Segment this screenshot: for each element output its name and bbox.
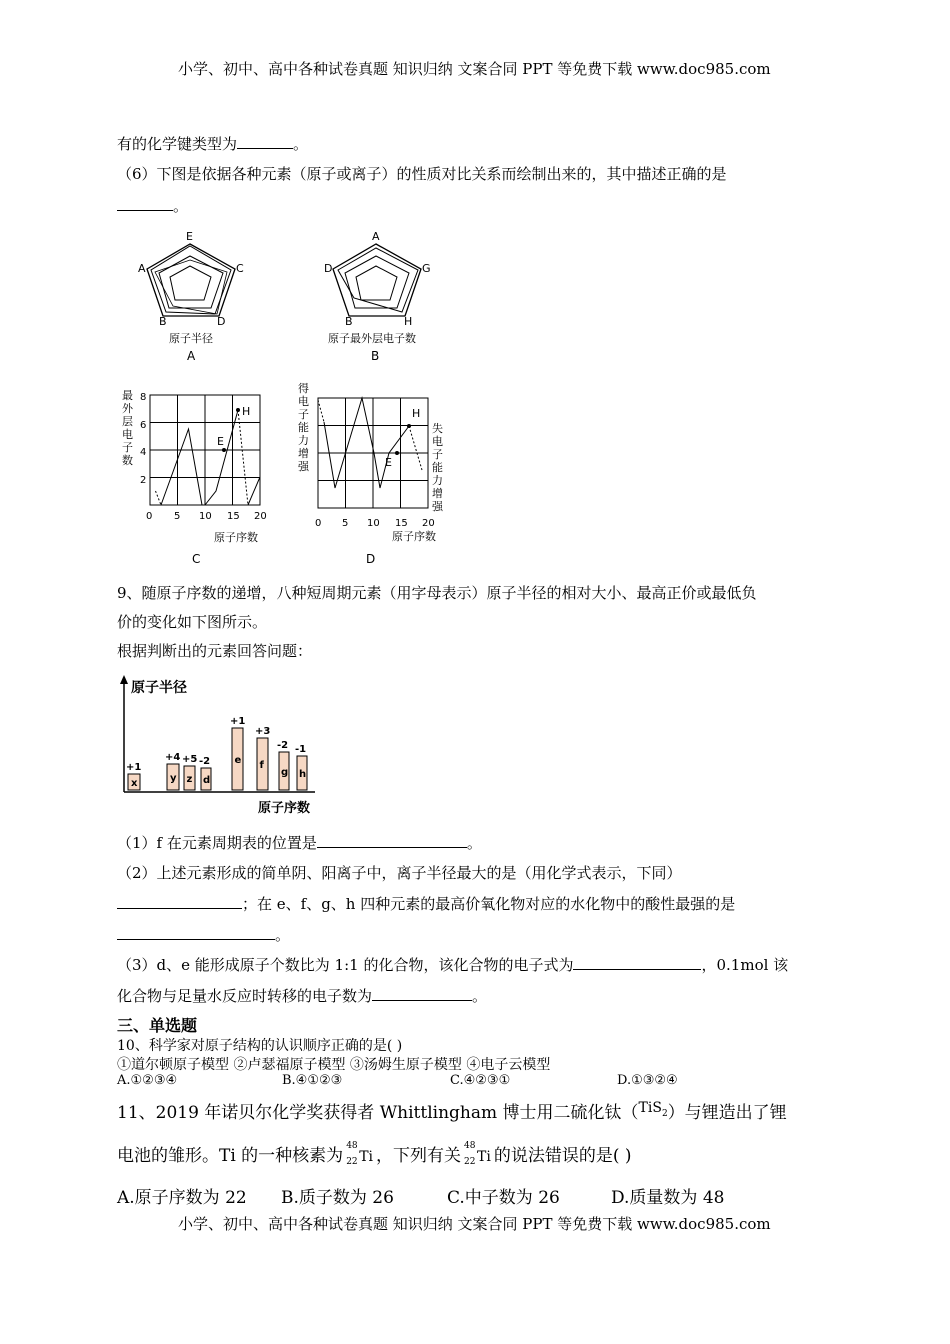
answer-blank[interactable] <box>117 196 173 211</box>
x-tick: 10 <box>367 518 380 529</box>
q9-sub2c <box>117 924 290 945</box>
x-axis-label: 原子序数 <box>214 531 258 544</box>
x-tick: 5 <box>342 518 349 529</box>
bar-valence-label: -1 <box>295 744 307 755</box>
isotope-symbol <box>464 1141 491 1167</box>
q11-option-b[interactable]: B.质子数为 26 <box>281 1188 394 1208</box>
point-label: H <box>412 407 421 420</box>
x-tick: 0 <box>315 518 322 529</box>
q11-line2a: 电池的雏形。Ti 的一种核素为 <box>117 1146 344 1166</box>
point-h <box>236 408 240 412</box>
answer-blank[interactable] <box>237 134 293 149</box>
q9-sub2c-end: 。 <box>275 926 291 944</box>
x-tick: 5 <box>174 511 181 522</box>
q9-sub2b-text: ；在 e、f、g、h 四种元素的最高价氧化物对应的水化物中的酸性最强的是 <box>242 895 736 913</box>
q9-sub2b <box>117 893 735 914</box>
bar-element-label: f <box>259 760 264 771</box>
y-axis-arrow <box>120 675 128 684</box>
q11-option-a[interactable]: A.原子序数为 22 <box>117 1188 247 1208</box>
chart-letter: B <box>371 349 380 363</box>
q9-line1: 9、随原子序数的递增，八种短周期元素（用字母表示）原子半径的相对大小、最高正价或最低负 <box>117 584 757 602</box>
point-label: E <box>385 456 392 469</box>
series-polygon <box>338 248 418 312</box>
line-chart-c <box>118 383 278 568</box>
answer-blank[interactable] <box>317 833 467 848</box>
series-dash <box>409 426 422 470</box>
page-header: 小学、初中、高中各种试卷真题 知识归纳 文案合同 PPT 等免费下载 www.doc985.com <box>178 60 771 78</box>
y-axis-label-left: 得电子能力增强 <box>298 382 309 473</box>
chart-letter: C <box>192 552 201 566</box>
x-axis-label: 原子序数 <box>258 801 311 816</box>
x-tick: 20 <box>422 518 435 529</box>
q9-sub3b-text: 化合物与足量水反应时转移的电子数为 <box>117 987 373 1005</box>
x-tick: 0 <box>146 511 153 522</box>
q9-line2: 价的变化如下图所示。 <box>117 613 268 631</box>
q10-option-d[interactable]: D.①③②④ <box>617 1073 678 1088</box>
page-footer: 小学、初中、高中各种试卷真题 知识归纳 文案合同 PPT 等免费下载 www.doc985.com <box>178 1215 771 1233</box>
pentagon-inner <box>356 266 397 300</box>
series-polygon-2 <box>155 260 227 314</box>
point-e <box>395 451 399 455</box>
point-label: E <box>217 435 224 448</box>
y-axis-label-right: 失电子能力增强 <box>432 422 443 513</box>
bar-element-label: d <box>203 775 211 786</box>
series-dash <box>238 410 248 505</box>
x-tick: 20 <box>254 511 267 522</box>
q11-option-d[interactable]: D.质量数为 48 <box>611 1188 725 1208</box>
vertex-label: C <box>236 262 244 275</box>
bar-element-label: h <box>299 769 307 780</box>
y-tick: 8 <box>140 392 147 403</box>
series-dash <box>156 491 162 505</box>
bar-valence-label: +3 <box>255 726 271 737</box>
q9-sub3a-text: （3）d、e 能形成原子个数比为 1:1 的化合物，该化合物的电子式为 <box>117 956 574 974</box>
vertex-label: E <box>186 230 193 243</box>
radius-bar-chart <box>115 672 335 820</box>
bar-group <box>126 716 307 790</box>
radar-chart-a <box>135 226 250 366</box>
q9-sub3b <box>117 985 487 1006</box>
y-axis-label: 最外层电子数 <box>122 389 133 467</box>
vertex-label: B <box>159 315 167 328</box>
q8-part6-answer <box>117 195 188 216</box>
pentagon-outer <box>147 244 235 316</box>
q11-line2 <box>117 1141 632 1166</box>
point-h <box>407 424 411 428</box>
q11-option-c[interactable]: C.中子数为 26 <box>447 1188 560 1208</box>
vertex-label: B <box>345 315 353 328</box>
x-axis-label: 原子序数 <box>392 530 436 543</box>
bar-element-label: x <box>131 778 138 789</box>
chart-letter: D <box>366 552 376 566</box>
isotope-mass: 48 <box>346 1141 358 1151</box>
vertex-label: D <box>324 262 333 275</box>
vertex-label: H <box>404 315 413 328</box>
q10-option-a[interactable]: A.①②③④ <box>117 1073 178 1088</box>
bar-valence-label: +5 <box>182 754 198 765</box>
bar-element-label: g <box>281 767 289 778</box>
vertex-label: G <box>422 262 431 275</box>
y-tick: 2 <box>140 475 147 486</box>
q8-bond-end: 。 <box>293 135 309 153</box>
series-line <box>161 429 202 505</box>
formula-subscript: 2 <box>661 1108 668 1119</box>
line-chart-d <box>294 380 464 570</box>
vertex-label: D <box>217 315 226 328</box>
q11-line1 <box>117 1098 787 1125</box>
bar-valence-label: -2 <box>277 740 289 751</box>
bar-valence-label: +4 <box>165 752 181 763</box>
x-tick: 15 <box>227 511 240 522</box>
chart-caption: 原子最外层电子数 <box>328 332 416 345</box>
q10-option-c[interactable]: C.④②③① <box>450 1073 511 1088</box>
isotope-symbol <box>346 1141 374 1167</box>
q9-sub3a-end: ，0.1mol 该 <box>701 956 789 974</box>
series-line <box>205 410 238 505</box>
chart-letter: A <box>187 349 196 363</box>
vertex-label: A <box>138 262 146 275</box>
formula-text: TiS <box>638 1100 662 1116</box>
answer-blank[interactable] <box>117 925 275 940</box>
bar-element-label: e <box>234 755 242 766</box>
q11-line2b: ，下列有关 <box>376 1146 462 1166</box>
chart-caption: 原子半径 <box>169 332 213 345</box>
section-title: 三、单选题 <box>117 1016 198 1035</box>
q8-bond-text: 有的化学键类型为 <box>117 135 238 153</box>
series-line <box>324 398 409 488</box>
isotope-number: 22 <box>464 1157 476 1167</box>
bar-valence-label: +1 <box>230 716 246 727</box>
formula-tis2 <box>638 1100 668 1119</box>
q10-models: ①道尔顿原子模型 ②卢瑟福原子模型 ③汤姆生原子模型 ④电子云模型 <box>117 1057 551 1073</box>
q9-sub2a: （2）上述元素形成的简单阴、阳离子中，离子半径最大的是（用化学式表示，下同） <box>117 864 682 882</box>
bar-element-label: z <box>186 774 193 785</box>
isotope-element: Ti <box>359 1149 374 1165</box>
q9-sub3b-end: 。 <box>472 987 488 1005</box>
isotope-element: Ti <box>477 1149 491 1165</box>
isotope-mass: 48 <box>464 1141 476 1151</box>
bar-valence-label: -2 <box>199 756 211 767</box>
x-tick: 10 <box>199 511 212 522</box>
q9-sub1-text: （1）f 在元素周期表的位置是 <box>117 834 317 852</box>
y-tick: 4 <box>140 447 147 458</box>
q9-sub1-end: 。 <box>466 834 482 852</box>
isotope-number: 22 <box>346 1157 358 1167</box>
q11-line1b: ）与锂造出了锂 <box>667 1103 787 1123</box>
q8-part6-text: （6）下图是依据各种元素（原子或离子）的性质对比关系而绘制出来的，其中描述正确的是 <box>117 165 727 183</box>
point-e <box>222 448 226 452</box>
q11-line2c: 的说法错误的是( ) <box>493 1146 632 1166</box>
y-axis-label: 原子半径 <box>131 680 187 696</box>
pentagon-inner <box>170 266 211 300</box>
q9-line3: 根据判断出的元素回答问题： <box>117 642 313 660</box>
radar-chart-b <box>320 226 440 366</box>
answer-blank[interactable] <box>372 986 472 1001</box>
q10-stem: 10、科学家对原子结构的认识顺序正确的是( ) <box>117 1038 403 1054</box>
answer-blank[interactable] <box>117 894 242 909</box>
q11-line1a: 11、2019 年诺贝尔化学奖获得者 Whittlingham 博士用二硫化钛（ <box>117 1103 639 1123</box>
q9-sub3a <box>117 954 788 975</box>
q8-bond-line <box>117 133 308 154</box>
series-dash <box>318 400 324 422</box>
q9-sub1 <box>117 832 482 853</box>
y-tick: 6 <box>140 420 147 431</box>
point-label: H <box>242 405 251 418</box>
vertex-label: A <box>372 230 380 243</box>
q10-option-b[interactable]: B.④①②③ <box>282 1073 343 1088</box>
x-tick: 15 <box>395 518 408 529</box>
bar-element-label: y <box>170 773 177 784</box>
bar-valence-label: +1 <box>126 762 142 773</box>
answer-blank[interactable] <box>573 955 701 970</box>
q8-part6-end: 。 <box>173 197 189 215</box>
